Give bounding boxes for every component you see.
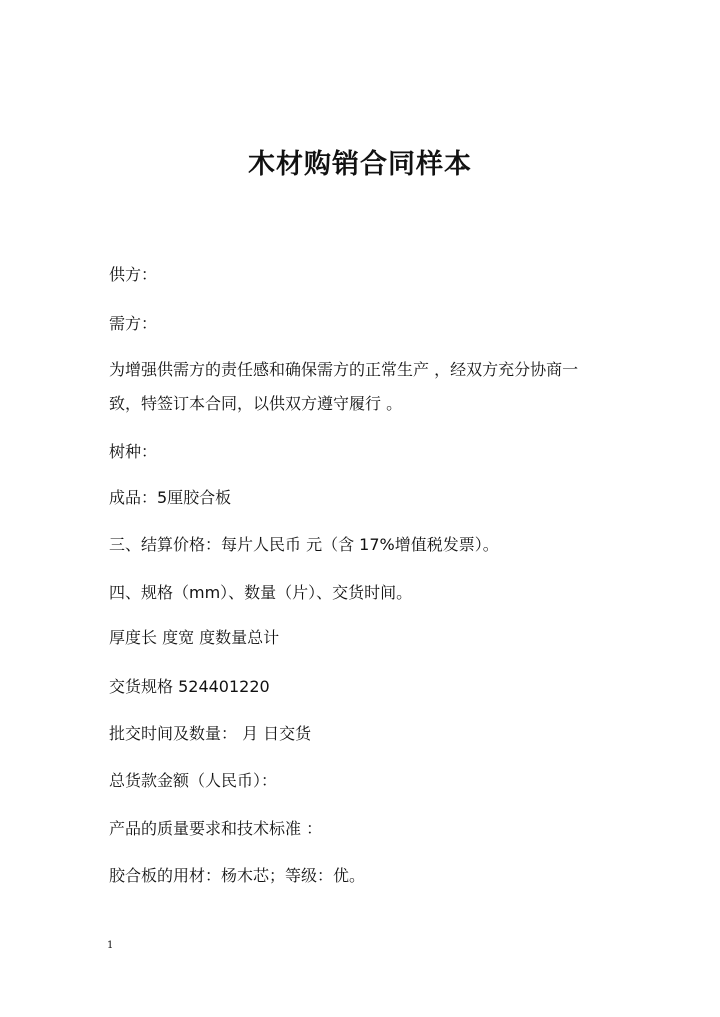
quality-standard: 产品的质量要求和技术标准 ： (109, 819, 323, 838)
spec-header: 厚度长 度宽 度数量总计 (109, 628, 280, 647)
document-title: 木材购销合同样本 (248, 149, 472, 180)
species-label: 树种： (109, 442, 158, 461)
product-line: 成品：5厘胶合板 (109, 488, 232, 507)
intro-line-2: 致，特签订本合同，以供双方遵守履行 。 (109, 394, 403, 413)
material-line: 胶合板的用材：杨木芯；等级：优。 (109, 866, 366, 885)
spec-clause: 四、规格（mm）、数量（片）、交货时间。 (109, 583, 413, 602)
batch-time: 批交时间及数量： 月 日交货 (109, 724, 312, 743)
total-amount: 总货款金额（人民币）： (109, 771, 278, 790)
page-number: 1 (107, 940, 114, 951)
price-clause: 三、结算价格：每片人民币 元（含 17%增值税发票）。 (109, 535, 499, 554)
supplier-label: 供方： (109, 265, 158, 284)
delivery-spec: 交货规格 524401220 (109, 677, 270, 696)
intro-line-1: 为增强供需方的责任感和确保需方的正常生产 ，经双方充分协商一 (109, 360, 579, 379)
buyer-label: 需方： (109, 314, 158, 333)
